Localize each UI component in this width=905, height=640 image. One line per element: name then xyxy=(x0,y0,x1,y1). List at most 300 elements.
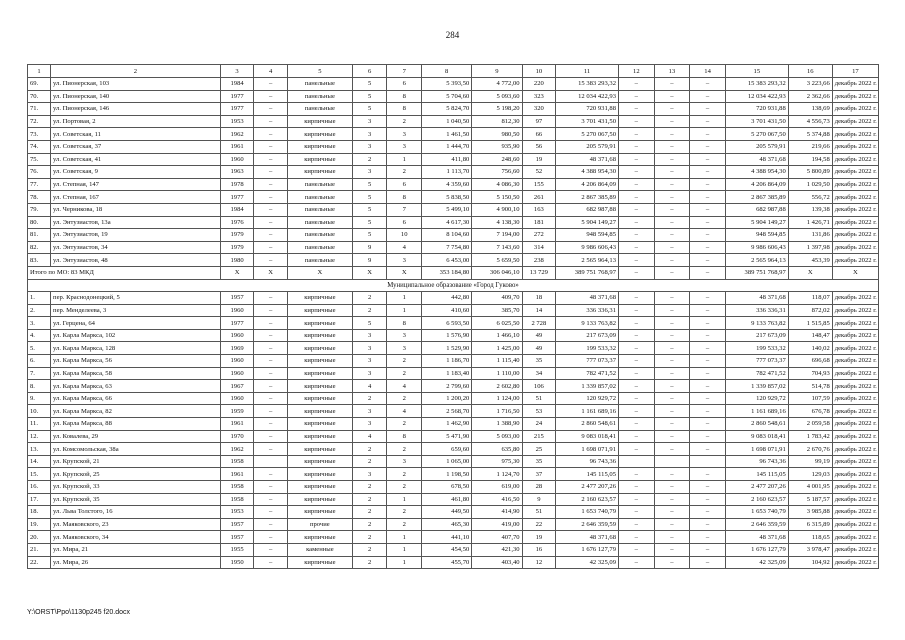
table-cell: 6 xyxy=(387,216,422,229)
table-cell: 1 161 689,16 xyxy=(556,405,619,418)
table-cell: 80. xyxy=(28,216,51,229)
table-cell: кирпичные xyxy=(287,317,352,330)
table-cell: – xyxy=(254,531,288,544)
table-cell: декабрь 2022 г. xyxy=(832,153,878,166)
table-cell: декабрь 2022 г. xyxy=(832,506,878,519)
table-cell: 82. xyxy=(28,241,51,254)
table-cell: 1980 xyxy=(220,254,254,267)
table-cell: – xyxy=(690,443,726,456)
table-cell: 8. xyxy=(28,380,51,393)
table-cell: кирпичные xyxy=(287,481,352,494)
table-cell: 49 xyxy=(522,329,556,342)
table-cell: 453,39 xyxy=(788,254,832,267)
table-row xyxy=(28,355,879,368)
table-cell: 2 xyxy=(387,443,422,456)
table-cell: декабрь 2022 г. xyxy=(832,103,878,116)
table-cell: – xyxy=(690,531,726,544)
table-cell: 18 xyxy=(522,292,556,305)
table-cell: 455,70 xyxy=(422,556,472,569)
table-cell: 416,50 xyxy=(472,493,522,506)
table-cell: 72. xyxy=(28,115,51,128)
table-cell: 1962 xyxy=(220,128,254,141)
table-cell: 2 xyxy=(352,556,387,569)
table-cell: декабрь 2022 г. xyxy=(832,191,878,204)
table-cell: 5 xyxy=(352,229,387,242)
table-cell: 139,38 xyxy=(788,203,832,216)
table-cell: 18. xyxy=(28,506,51,519)
table-cell: – xyxy=(254,355,288,368)
table-cell: – xyxy=(254,556,288,569)
table-cell: 410,60 xyxy=(422,304,472,317)
table-cell: 9 xyxy=(522,493,556,506)
table-cell: 35 xyxy=(522,455,556,468)
table-cell: 48 371,68 xyxy=(725,531,788,544)
table-cell: 5 824,70 xyxy=(422,103,472,116)
table-cell: 678,50 xyxy=(422,481,472,494)
table-cell: ул. Советская, 37 xyxy=(51,140,221,153)
table-cell: 3 xyxy=(352,128,387,141)
table-cell: 205 579,91 xyxy=(725,140,788,153)
table-cell: 1 xyxy=(387,543,422,556)
table-cell: 1. xyxy=(28,292,51,305)
table-cell: 1 065,00 xyxy=(422,455,472,468)
table-cell: 4 xyxy=(387,241,422,254)
table-cell: 948 594,85 xyxy=(556,229,619,242)
table-cell: 6 453,00 xyxy=(422,254,472,267)
table-cell: 2 565 964,13 xyxy=(556,254,619,267)
table-cell: 2 860 548,61 xyxy=(556,418,619,431)
table-row xyxy=(28,304,879,317)
table-cell: панельные xyxy=(287,90,352,103)
table-cell: – xyxy=(254,367,288,380)
table-cell: 1960 xyxy=(220,392,254,405)
total-cell: X xyxy=(832,266,878,279)
table-cell: декабрь 2022 г. xyxy=(832,90,878,103)
table-cell: 12 034 422,93 xyxy=(556,90,619,103)
table-cell: 220 xyxy=(522,78,556,91)
table-cell: 5 187,57 xyxy=(788,493,832,506)
table-row xyxy=(28,405,879,418)
table-cell: – xyxy=(619,518,655,531)
housing-table xyxy=(27,64,879,569)
table-cell: – xyxy=(654,443,690,456)
table-cell: ул. Советская, 11 xyxy=(51,128,221,141)
column-number-header: 11 xyxy=(556,65,619,78)
table-cell: 3 xyxy=(387,455,422,468)
table-cell: панельные xyxy=(287,216,352,229)
table-cell xyxy=(690,455,726,468)
table-cell: – xyxy=(254,329,288,342)
table-cell: 48 371,68 xyxy=(725,292,788,305)
table-row xyxy=(28,153,879,166)
table-cell: – xyxy=(654,292,690,305)
table-cell: – xyxy=(254,128,288,141)
table-cell: 4 388 954,30 xyxy=(725,166,788,179)
table-cell: – xyxy=(690,342,726,355)
table-cell: 5 150,50 xyxy=(472,191,522,204)
total-label: Итого по МО: 83 МКД xyxy=(28,266,221,279)
table-cell: 148,47 xyxy=(788,329,832,342)
table-cell: кирпичные xyxy=(287,342,352,355)
table-cell: – xyxy=(690,229,726,242)
table-cell: – xyxy=(690,292,726,305)
table-cell: 194,58 xyxy=(788,153,832,166)
table-cell: 1970 xyxy=(220,430,254,443)
table-cell: 385,70 xyxy=(472,304,522,317)
table-cell: 52 xyxy=(522,166,556,179)
table-cell: 5. xyxy=(28,342,51,355)
table-cell: 2 867 385,89 xyxy=(556,191,619,204)
table-cell: – xyxy=(690,556,726,569)
table-cell: 1960 xyxy=(220,153,254,166)
table-cell: 556,72 xyxy=(788,191,832,204)
table-cell: – xyxy=(690,468,726,481)
housing-table-container xyxy=(27,64,879,569)
table-cell: – xyxy=(690,254,726,267)
table-cell: 12 xyxy=(522,556,556,569)
table-row xyxy=(28,191,879,204)
table-cell: 4 206 864,09 xyxy=(725,178,788,191)
table-cell: ул. Энтузиастов, 34 xyxy=(51,241,221,254)
table-cell: 4 359,60 xyxy=(422,178,472,191)
column-number-header: 4 xyxy=(254,65,288,78)
table-cell: 5 499,10 xyxy=(422,203,472,216)
table-cell: 163 xyxy=(522,203,556,216)
table-row xyxy=(28,166,879,179)
table-cell: 2 160 623,57 xyxy=(725,493,788,506)
table-cell: 2 xyxy=(352,304,387,317)
table-cell: 2 xyxy=(352,443,387,456)
table-row xyxy=(28,380,879,393)
table-cell: 6 xyxy=(387,78,422,91)
table-cell: 2 565 964,13 xyxy=(725,254,788,267)
table-cell: 2 477 207,26 xyxy=(556,481,619,494)
table-cell: 37 xyxy=(522,468,556,481)
table-cell: – xyxy=(619,216,655,229)
table-cell: – xyxy=(690,380,726,393)
table-cell: 145 115,05 xyxy=(556,468,619,481)
table-cell: 2 xyxy=(387,115,422,128)
table-cell: 1 466,10 xyxy=(472,329,522,342)
column-number-header: 12 xyxy=(619,65,655,78)
column-number-header: 8 xyxy=(422,65,472,78)
table-cell: 1 515,85 xyxy=(788,317,832,330)
table-cell: 5 659,50 xyxy=(472,254,522,267)
table-cell: – xyxy=(690,543,726,556)
table-cell: 24 xyxy=(522,418,556,431)
table-cell: – xyxy=(619,468,655,481)
table-cell: ул. Ковалева, 29 xyxy=(51,430,221,443)
table-cell: 975,30 xyxy=(472,455,522,468)
table-cell: декабрь 2022 г. xyxy=(832,178,878,191)
table-cell: 442,80 xyxy=(422,292,472,305)
table-cell: 42 325,09 xyxy=(725,556,788,569)
table-cell: 56 xyxy=(522,140,556,153)
table-cell: 9 133 763,82 xyxy=(725,317,788,330)
table-cell: 407,70 xyxy=(472,531,522,544)
table-cell: 42 325,09 xyxy=(556,556,619,569)
total-cell: 389 751 768,97 xyxy=(725,266,788,279)
table-cell: – xyxy=(654,191,690,204)
table-cell: 1 xyxy=(387,556,422,569)
table-cell: 48 371,68 xyxy=(556,531,619,544)
table-cell: панельные xyxy=(287,178,352,191)
table-cell: 199 533,32 xyxy=(725,342,788,355)
table-cell: 5 374,88 xyxy=(788,128,832,141)
table-cell: – xyxy=(254,443,288,456)
table-row xyxy=(28,229,879,242)
table-cell: 4. xyxy=(28,329,51,342)
table-cell: ул. Крупской, 25 xyxy=(51,468,221,481)
table-row xyxy=(28,367,879,380)
table-cell: 414,90 xyxy=(472,506,522,519)
table-cell: ул. Карла Маркса, 58 xyxy=(51,367,221,380)
table-cell: 1 698 071,91 xyxy=(725,443,788,456)
table-cell: 3 xyxy=(387,254,422,267)
table-cell: 1 783,42 xyxy=(788,430,832,443)
table-cell: 1979 xyxy=(220,241,254,254)
table-cell: – xyxy=(254,317,288,330)
table-cell: – xyxy=(690,418,726,431)
table-cell: 1984 xyxy=(220,78,254,91)
table-cell: кирпичные xyxy=(287,430,352,443)
table-cell: 3 223,66 xyxy=(788,78,832,91)
table-cell: – xyxy=(254,543,288,556)
table-cell: 1977 xyxy=(220,191,254,204)
table-cell: 19 xyxy=(522,531,556,544)
table-cell: 217 673,09 xyxy=(556,329,619,342)
table-cell: 77. xyxy=(28,178,51,191)
table-cell: 1 200,20 xyxy=(422,392,472,405)
table-cell: 3 xyxy=(352,367,387,380)
table-cell: 1 110,00 xyxy=(472,367,522,380)
footer-file-path: Y:\ORST\Ppo\1130p245 f20.docx xyxy=(27,609,130,616)
table-cell: 9 133 763,82 xyxy=(556,317,619,330)
table-cell: 5 xyxy=(352,103,387,116)
table-cell: 4 xyxy=(387,380,422,393)
table-cell: кирпичные xyxy=(287,367,352,380)
table-cell: – xyxy=(254,115,288,128)
table-cell: – xyxy=(654,329,690,342)
table-cell: декабрь 2022 г. xyxy=(832,430,878,443)
table-cell: 782 471,52 xyxy=(725,367,788,380)
table-cell: 2 670,76 xyxy=(788,443,832,456)
table-cell: 419,00 xyxy=(472,518,522,531)
table-cell: 71. xyxy=(28,103,51,116)
table-cell: кирпичные xyxy=(287,128,352,141)
table-cell: 15 383 293,32 xyxy=(556,78,619,91)
table-cell: 14 xyxy=(522,304,556,317)
table-cell: 3 xyxy=(387,342,422,355)
table-cell: – xyxy=(619,556,655,569)
table-cell: 1 339 857,02 xyxy=(725,380,788,393)
table-cell: – xyxy=(690,304,726,317)
table-cell: – xyxy=(254,430,288,443)
table-cell: 11. xyxy=(28,418,51,431)
table-cell: 676,78 xyxy=(788,405,832,418)
table-cell: кирпичные xyxy=(287,380,352,393)
table-cell: 3 xyxy=(352,115,387,128)
table-cell: 1977 xyxy=(220,317,254,330)
table-cell: – xyxy=(619,418,655,431)
table-cell: 10 xyxy=(387,229,422,242)
table-cell: 181 xyxy=(522,216,556,229)
table-cell: 8 xyxy=(387,430,422,443)
table-row xyxy=(28,317,879,330)
table-body xyxy=(28,78,879,569)
table-row xyxy=(28,493,879,506)
table-cell: ул. Крупской, 33 xyxy=(51,481,221,494)
table-cell: 1960 xyxy=(220,304,254,317)
table-cell: 12. xyxy=(28,430,51,443)
table-cell: – xyxy=(654,90,690,103)
table-cell: пер. Менделеева, 3 xyxy=(51,304,221,317)
table-cell: – xyxy=(654,342,690,355)
table-cell: 2 646 359,59 xyxy=(725,518,788,531)
column-number-header: 15 xyxy=(725,65,788,78)
table-cell: 782 471,52 xyxy=(556,367,619,380)
column-number-header: 6 xyxy=(352,65,387,78)
table-cell: 4 086,30 xyxy=(472,178,522,191)
table-cell: 1 676 127,79 xyxy=(725,543,788,556)
table-cell: 79. xyxy=(28,203,51,216)
table-cell: 6 315,89 xyxy=(788,518,832,531)
table-cell: 70. xyxy=(28,90,51,103)
table-cell: 1961 xyxy=(220,468,254,481)
table-cell: – xyxy=(254,191,288,204)
table-cell: – xyxy=(654,317,690,330)
table-cell: 118,07 xyxy=(788,292,832,305)
table-cell: 2 xyxy=(352,518,387,531)
table-cell: 48 371,68 xyxy=(556,153,619,166)
table-cell: – xyxy=(690,178,726,191)
table-cell: 2 xyxy=(387,355,422,368)
table-cell: 261 xyxy=(522,191,556,204)
table-cell: – xyxy=(690,405,726,418)
table-cell: кирпичные xyxy=(287,392,352,405)
total-cell: X xyxy=(788,266,832,279)
table-cell: 2 xyxy=(387,392,422,405)
table-cell: 118,65 xyxy=(788,531,832,544)
table-cell: 4 xyxy=(387,405,422,418)
column-number-header: 3 xyxy=(220,65,254,78)
table-cell: 411,80 xyxy=(422,153,472,166)
table-cell: – xyxy=(654,241,690,254)
table-cell: 1 653 740,79 xyxy=(725,506,788,519)
table-cell: 3 xyxy=(387,329,422,342)
table-cell: 25 xyxy=(522,443,556,456)
table-cell: – xyxy=(654,430,690,443)
table-cell: 2 xyxy=(387,506,422,519)
table-cell: 104,92 xyxy=(788,556,832,569)
table-cell: 1 698 071,91 xyxy=(556,443,619,456)
table-cell: 48 371,68 xyxy=(556,292,619,305)
table-cell: декабрь 2022 г. xyxy=(832,292,878,305)
table-cell: 7 143,60 xyxy=(472,241,522,254)
table-cell: – xyxy=(254,481,288,494)
table-cell: – xyxy=(619,203,655,216)
table-cell: 2 059,58 xyxy=(788,418,832,431)
table-cell: 323 xyxy=(522,90,556,103)
table-cell: 2 xyxy=(387,367,422,380)
table-cell: декабрь 2022 г. xyxy=(832,405,878,418)
table-cell: 2 xyxy=(387,418,422,431)
table-cell: 5 704,60 xyxy=(422,90,472,103)
table-cell: 1 161 689,16 xyxy=(725,405,788,418)
table-cell: 14. xyxy=(28,455,51,468)
table-cell: декабрь 2022 г. xyxy=(832,468,878,481)
table-cell: 1957 xyxy=(220,292,254,305)
table-cell: 5 904 149,27 xyxy=(725,216,788,229)
table-cell: – xyxy=(619,493,655,506)
table-cell: 5 xyxy=(352,216,387,229)
table-cell: кирпичные xyxy=(287,405,352,418)
table-cell: 16. xyxy=(28,481,51,494)
table-cell: – xyxy=(619,481,655,494)
table-cell: 756,60 xyxy=(472,166,522,179)
table-cell: ул. Крупской, 35 xyxy=(51,493,221,506)
table-cell: 1958 xyxy=(220,481,254,494)
table-row xyxy=(28,140,879,153)
table-cell: – xyxy=(254,216,288,229)
table-cell: кирпичные xyxy=(287,153,352,166)
table-cell: – xyxy=(690,481,726,494)
table-cell: ул. Мира, 21 xyxy=(51,543,221,556)
table-cell: 5 198,20 xyxy=(472,103,522,116)
table-row xyxy=(28,103,879,116)
table-cell: – xyxy=(654,216,690,229)
table-cell: – xyxy=(654,493,690,506)
table-cell: – xyxy=(254,493,288,506)
table-cell: 53 xyxy=(522,405,556,418)
table-cell: 5 800,89 xyxy=(788,166,832,179)
column-number-header: 13 xyxy=(654,65,690,78)
table-cell: – xyxy=(690,128,726,141)
table-cell: – xyxy=(690,191,726,204)
table-cell: – xyxy=(654,380,690,393)
table-cell: – xyxy=(654,128,690,141)
table-cell: 145 115,05 xyxy=(725,468,788,481)
total-cell: X xyxy=(287,266,352,279)
table-cell: 5 xyxy=(352,178,387,191)
table-cell: – xyxy=(619,90,655,103)
table-cell: ул. Карла Маркса, 128 xyxy=(51,342,221,355)
table-cell: 3. xyxy=(28,317,51,330)
table-cell: – xyxy=(690,329,726,342)
table-row xyxy=(28,481,879,494)
table-cell: 1961 xyxy=(220,140,254,153)
table-cell: 1 186,70 xyxy=(422,355,472,368)
table-cell: – xyxy=(619,292,655,305)
table-cell: – xyxy=(690,367,726,380)
table-cell: панельные xyxy=(287,103,352,116)
table-cell: 205 579,91 xyxy=(556,140,619,153)
table-cell: кирпичные xyxy=(287,166,352,179)
table-cell: – xyxy=(619,543,655,556)
table-cell: 2. xyxy=(28,304,51,317)
table-cell: 76. xyxy=(28,166,51,179)
table-cell: 465,30 xyxy=(422,518,472,531)
table-row xyxy=(28,292,879,305)
table-cell: 1963 xyxy=(220,166,254,179)
table-cell: 2 xyxy=(352,531,387,544)
table-cell: ул. Комсомольская, 38а xyxy=(51,443,221,456)
table-cell: – xyxy=(690,115,726,128)
table-cell: 1976 xyxy=(220,216,254,229)
table-cell: – xyxy=(654,103,690,116)
table-cell: – xyxy=(254,166,288,179)
table-cell: кирпичные xyxy=(287,443,352,456)
